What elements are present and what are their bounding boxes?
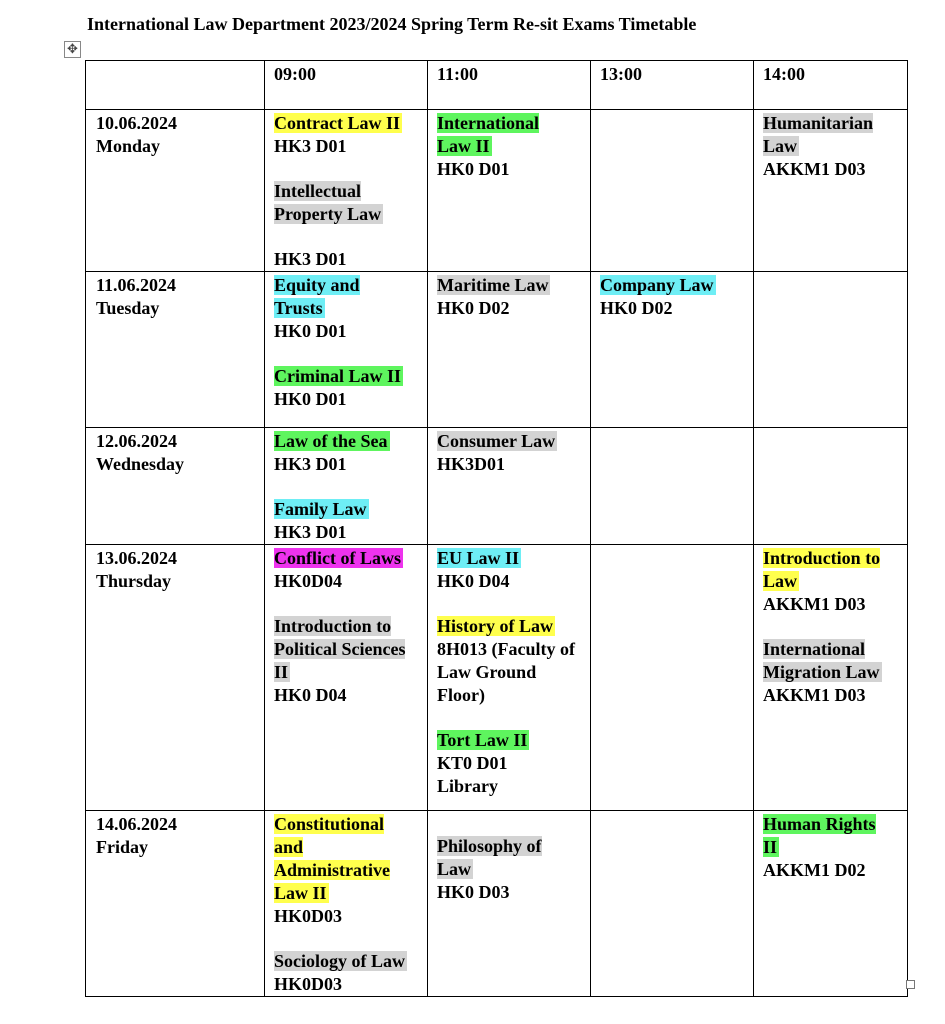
exam-cell-empty: [754, 428, 908, 545]
date-cell: [86, 428, 265, 545]
exam-course: Introduction to Law: [763, 548, 881, 591]
exam-course: Law of the Sea: [274, 431, 388, 451]
exam-course: Company Law: [600, 275, 714, 295]
date-cell: [86, 811, 265, 997]
table-row: [86, 545, 908, 811]
exam-cell: [265, 545, 428, 811]
exam-cell-empty: [591, 545, 754, 811]
exam-course: Family Law: [274, 499, 367, 519]
exam-room: HK0 D04: [437, 571, 510, 591]
exam-cell: [265, 110, 428, 272]
date: 14.06.2024: [96, 814, 177, 834]
date: 13.06.2024: [96, 548, 177, 568]
date: 11.06.2024: [96, 275, 177, 295]
exam-cell: [754, 110, 908, 272]
exam-room: HK3D01: [437, 454, 506, 474]
exam-cell-empty: [591, 428, 754, 545]
header-cell-1100: 11:00: [428, 61, 591, 110]
exam-course: Contract Law II: [274, 113, 400, 133]
page-title: International Law Department 2023/2024 Spring Term Re-sit Exams Timetable: [87, 14, 697, 34]
exam-room: AKKM1 D03: [763, 685, 866, 705]
exam-room: HK0 D02: [600, 298, 673, 318]
exam-cell: [265, 428, 428, 545]
exam-course: Consumer Law: [437, 431, 556, 451]
exam-room: 8H013 (Faculty of Law Ground Floor): [437, 639, 575, 705]
exam-course: Sociology of Law: [274, 951, 406, 971]
date-cell: [86, 545, 265, 811]
table-resize-handle[interactable]: [906, 980, 915, 989]
exam-room: HK0 D01: [274, 389, 347, 409]
exam-room: HK0D03: [274, 974, 343, 994]
exam-course: Tort Law II: [437, 730, 528, 750]
exam-course: Intellectual Property Law: [274, 181, 382, 224]
timetable: [85, 60, 908, 997]
date-cell: [86, 272, 265, 428]
exam-room: KT0 D01 Library: [437, 753, 508, 796]
weekday: Monday: [96, 136, 161, 156]
exam-room: HK3 D01: [274, 249, 347, 269]
weekday: Thursday: [96, 571, 172, 591]
table-row: [86, 272, 908, 428]
exam-course: Humanitarian Law: [763, 113, 874, 156]
exam-room: AKKM1 D03: [763, 159, 866, 179]
exam-course: Philosophy of Law: [437, 836, 542, 879]
exam-cell: [428, 110, 591, 272]
exam-cell: [428, 272, 591, 428]
exam-cell: [754, 811, 908, 997]
exam-cell: [265, 811, 428, 997]
exam-cell: [265, 272, 428, 428]
exam-course: Introduction to Political Sciences II: [274, 616, 406, 682]
exam-course: Criminal Law II: [274, 366, 402, 386]
exam-room: HK3 D01: [274, 522, 347, 542]
header-cell-0900: 09:00: [265, 61, 428, 110]
exam-room: HK0 D01: [274, 321, 347, 341]
exam-cell: [428, 545, 591, 811]
header-cell-1400: 14:00: [754, 61, 908, 110]
exam-room: HK0 D02: [437, 298, 510, 318]
exam-room: HK3 D01: [274, 136, 347, 156]
exam-cell: [754, 545, 908, 811]
weekday: Wednesday: [96, 454, 185, 474]
table-move-handle-icon[interactable]: ✥: [64, 41, 81, 58]
exam-cell: [428, 428, 591, 545]
exam-room: AKKM1 D02: [763, 860, 866, 880]
exam-cell-empty: [591, 110, 754, 272]
exam-course: Equity and Trusts: [274, 275, 360, 318]
exam-room: HK0 D04: [274, 685, 347, 705]
exam-course: Conflict of Laws: [274, 548, 401, 568]
date: 10.06.2024: [96, 113, 177, 133]
header-row: [86, 61, 908, 110]
exam-course: Human Rights II: [763, 814, 876, 857]
exam-course: Constitutional and Administrative Law II: [274, 814, 390, 903]
table-row: [86, 428, 908, 545]
table-row: [86, 811, 908, 997]
exam-course: International Law II: [437, 113, 540, 156]
exam-room: HK0 D01: [437, 159, 510, 179]
header-cell-empty: [86, 61, 265, 110]
exam-course: Maritime Law: [437, 275, 549, 295]
table-row: [86, 110, 908, 272]
header-cell-1300: 13:00: [591, 61, 754, 110]
exam-room: HK3 D01: [274, 454, 347, 474]
exam-course: History of Law: [437, 616, 553, 636]
exam-room: HK0D04: [274, 571, 343, 591]
exam-course: International Migration Law: [763, 639, 880, 682]
date-cell: [86, 110, 265, 272]
date: 12.06.2024: [96, 431, 177, 451]
weekday: Tuesday: [96, 298, 160, 318]
exam-room: HK0D03: [274, 906, 343, 926]
exam-cell: [591, 272, 754, 428]
exam-course: EU Law II: [437, 548, 520, 568]
exam-cell: [428, 811, 591, 997]
exam-room: HK0 D03: [437, 882, 510, 902]
exam-cell-empty: [591, 811, 754, 997]
weekday: Friday: [96, 837, 148, 857]
exam-room: AKKM1 D03: [763, 594, 866, 614]
exam-cell-empty: [754, 272, 908, 428]
